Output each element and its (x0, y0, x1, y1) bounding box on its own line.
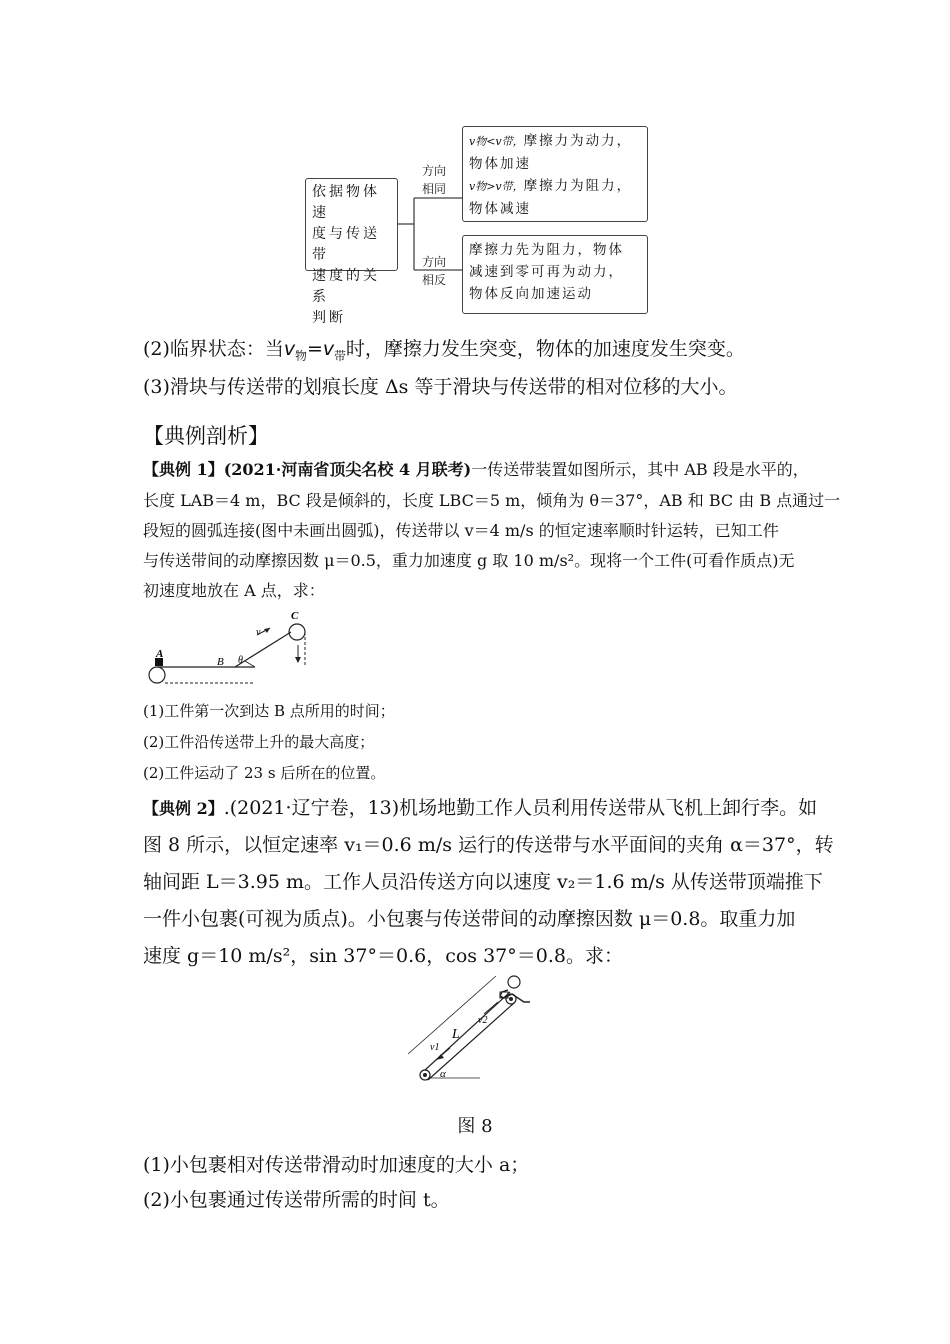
example-1-line-3: 段短的圆弧连接(图中未画出圆弧)，传送带以 v＝4 m/s 的恒定速率顺时针运转，已知工件 (143, 521, 779, 540)
label-a: A (156, 648, 164, 660)
example-2-question-1: (1)小包裹相对传送带滑动时加速度的大小 a； (143, 1154, 530, 1176)
branch-label-same: 方向 相同 (422, 164, 447, 196)
v1-arrowhead (436, 1054, 444, 1060)
example-2-line-1: 【典例 2】.(2021·辽宁卷，13)机场地勤工作人员利用传送带从飞机上卸行李。如 (143, 797, 818, 819)
example-2-line-3: 轴间距 L＝3.95 m。工作人员沿传送方向以速度 v₂＝1.6 m/s 从传送带顶端推下 (143, 871, 823, 893)
label-v2: v2 (478, 1015, 488, 1026)
down-arrowhead (295, 657, 301, 663)
example-2-line-2: 图 8 所示，以恒定速率 v₁＝0.6 m/s 运行的传送带与水平面间的夹角 α＝37°，转 (143, 834, 834, 856)
worker-head (508, 976, 520, 988)
label-c: C (291, 610, 299, 622)
label-v1: v1 (430, 1042, 440, 1053)
label-l: L (452, 1027, 460, 1042)
pulley-c (289, 624, 305, 640)
root-line: 度与传送带 (312, 226, 380, 263)
example-1-line-4: 与传送带间的动摩擦因数 μ＝0.5，重力加速度 g 取 10 m/s²。现将一个工件(可看作质点)无 (143, 551, 795, 570)
branch-label-opposite: 方向 相反 (422, 255, 447, 287)
label-b: B (217, 656, 224, 668)
example-2-figure (400, 968, 550, 1088)
figure-caption: 图 8 (457, 1116, 493, 1137)
example-1-line-5: 初速度地放在 A 点，求： (143, 581, 325, 600)
lead-slower: v物<v带， (469, 135, 524, 148)
label-v: v (256, 627, 261, 638)
point-critical-state: (2)临界状态：当$v_物=v_带$时，摩擦力发生突变，物体的加速度发生突变。 (143, 338, 745, 363)
v2-arrow (484, 1002, 498, 1014)
point-scratch-length: (3)滑块与传送带的划痕长度 Δs 等于滑块与传送带的相对位移的大小。 (143, 376, 738, 398)
pulley-bottom-axle (423, 1073, 427, 1077)
diagram-root-box (305, 178, 398, 326)
example-2-question-2: (2)小包裹通过传送带所需的时间 t。 (143, 1189, 450, 1211)
example-1-question-2: (2)工件沿传送带上升的最大高度； (143, 733, 375, 751)
section-title: 【典例剖析】 (143, 424, 269, 448)
pulley-top-axle (509, 997, 513, 1001)
root-line: 依据物体速 (312, 184, 380, 221)
pulley-a (149, 667, 165, 683)
belt-incline (235, 632, 291, 667)
example-1-question-1: (1)工件第一次到达 B 点所用的时间； (143, 702, 395, 720)
box-opposite-direction: 摩擦力先为阻力，物体 减速到零可再为动力， 物体反向加速运动 (462, 235, 648, 314)
example-1-line-2: 长度 LAB＝4 m，BC 段是倾斜的，长度 LBC＝5 m，倾角为 θ＝37°，AB 和 BC 由 B 点通过一 (143, 491, 841, 510)
example-1-line-1: 【典例 1】(2021·河南省顶尖名校 4 月联考)一传送带装置如图所示，其中 AB 段是水平的， (143, 460, 809, 479)
root-line: 速度的关系 (312, 268, 380, 305)
example-1-question-3: (2)工件运动了 23 s 后所在的位置。 (143, 764, 386, 782)
box-same-direction: v物<v带，摩擦力为动力， 物体加速 v物>v带，摩擦力为阻力， 物体减速 (462, 126, 648, 222)
root-line: 判断 (312, 310, 346, 326)
angle-line (245, 661, 255, 667)
label-theta: θ (238, 655, 243, 666)
example-2-tag: 【典例 2】 (143, 799, 224, 818)
example-2-line-5: 速度 g＝10 m/s²，sin 37°＝0.6，cos 37°＝0.8。求： (143, 945, 623, 967)
example-2-line-4: 一件小包裹(可视为质点)。小包裹与传送带间的动摩擦因数 μ＝0.8。取重力加 (143, 908, 796, 930)
example-1-tag: 【典例 1】(2021·河南省顶尖名校 4 月联考) (143, 460, 472, 479)
label-alpha: α (440, 1068, 446, 1080)
lead-faster: v物>v带， (469, 180, 524, 193)
example-1-figure (145, 605, 325, 690)
